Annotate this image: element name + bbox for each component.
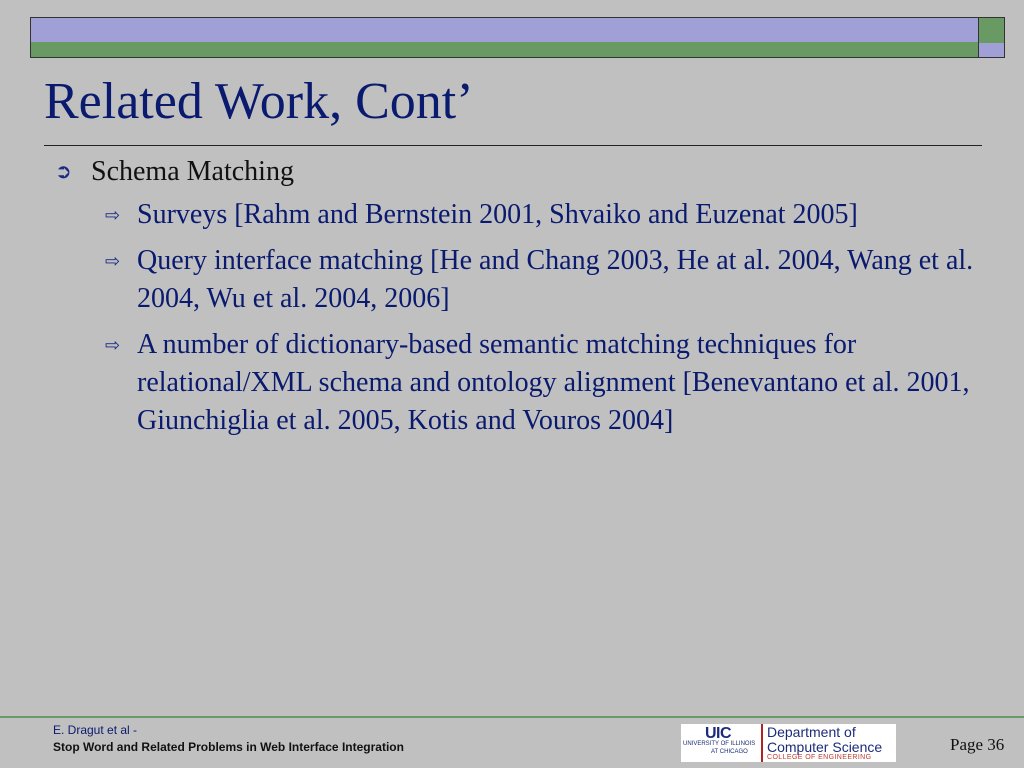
hollow-arrow-icon: ⇨ — [105, 205, 121, 225]
sub-bullet-text: Query interface matching [He and Chang 2003, He at al. 2004, Wang et al. 2004, Wu et al. 2004, 2006] — [137, 245, 974, 314]
dept-line-1: Department of — [767, 724, 856, 740]
campus-label: AT CHICAGO — [711, 749, 748, 755]
uic-wordmark: UIC — [705, 725, 732, 742]
sub-bullet-text: A number of dictionary-based semantic matching techniques for relational/XML schema and ontology alignment [Benevantano et al. 2001, Giunchiglia et al. 2005, Kotis and Vouros 2004] — [137, 329, 970, 436]
header-bar-blue — [30, 17, 979, 44]
footer-author: E. Dragut et al - — [53, 723, 138, 737]
arrow-bullet-icon: ➲ — [55, 161, 72, 183]
sub-bullet-surveys — [105, 196, 1000, 234]
sub-bullet-text: Surveys [Rahm and Bernstein 2001, Shvaiko and Euzenat 2005] — [137, 199, 858, 230]
uic-logo — [681, 724, 896, 762]
slide-content — [55, 154, 1000, 448]
footer-title: Stop Word and Related Problems in Web Interface Integration — [53, 740, 404, 754]
hollow-arrow-icon: ⇨ — [105, 251, 121, 271]
header-square-green — [978, 17, 1005, 44]
page-number: Page 36 — [950, 735, 1005, 754]
sub-bullet-dictionary-based — [105, 326, 1000, 440]
dept-line-2: Computer Science — [767, 739, 883, 755]
hollow-arrow-icon: ⇨ — [105, 335, 121, 355]
header-square-blue — [978, 43, 1005, 58]
department-block — [761, 724, 896, 762]
university-label: UNIVERSITY OF ILLINOIS — [683, 741, 756, 747]
title-underline — [44, 145, 982, 146]
uic-mark — [681, 724, 761, 762]
slide-title: Related Work, Cont’ — [44, 73, 474, 130]
sub-bullet-list — [105, 196, 1000, 440]
college-label: COLLEGE OF ENGINEERING — [767, 754, 872, 761]
header-bar-green — [30, 42, 979, 58]
footer-divider — [0, 716, 1024, 718]
sub-bullet-query-interface — [105, 242, 1000, 318]
bullet-schema-matching — [55, 154, 1000, 190]
bullet-text: Schema Matching — [91, 156, 294, 187]
